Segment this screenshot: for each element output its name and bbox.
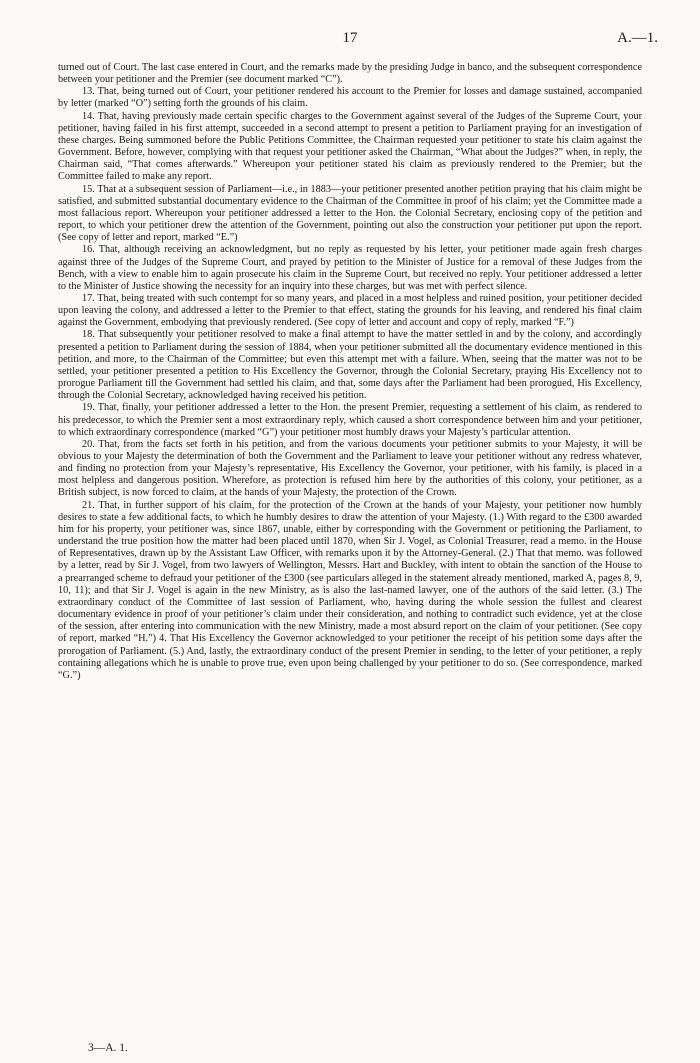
petition-body: [58, 62, 642, 682]
page-number: 17: [342, 30, 358, 46]
paragraph-18: 18. That subsequently your petitioner resolved to make a final attempt to have the matter settled in and by the colony, and accordingly presented a petition to Parliament during the session of 1884, when your petitioner submitted all the documentary evidence mentioned in this petition, and more, to the Chairman of the Committee; but even this attempt met with a failure. When, seeing that the matter was not to be settled, your petitioner presented a petition to His Excellency the Governor, through the Colonial Secretary, praying His Excellency not to prorogue Parliament till the Government had settled his claim, and that, some days after the Parliament had been prorogued, His Excellency, through the Colonial Secretary, acknowledged having received his petition.: [58, 329, 642, 402]
paragraph-14: 14. That, having previously made certain specific charges to the Government against several of the Judges of the Supreme Court, your petitioner, having failed in his first attempt, succeeded in a second attempt to present a petition to Parliament praying for an investigation of these charges. Being summoned before the Public Petitions Committee, the Chairman requested your petitioner to state his claim against the Government. Before, however, complying with that request your petitioner asked the Chairman, “What about the Judges?” when, in reply, the Chairman said, “That comes afterwards.” Whereupon your petitioner stated his claim as previously rendered to the Premier; but the Committee failed to make any report.: [58, 110, 642, 183]
paragraph-13: 13. That, being turned out of Court, your petitioner rendered his account to the Premier for losses and damage sustained, accompanied by letter (marked “O”) setting forth the grounds of his claim.: [58, 86, 642, 110]
paragraph-15: 15. That at a subsequent session of Parliament—i.e., in 1883—your petitioner presented another petition praying that his claim might be satisfied, and submitted substantial documentary evidence to the Chairman of the Committee in proof of his claim; yet the Committee made a most fallacious report. Whereupon your petitioner addressed a letter to the Hon. the Colonial Secretary, enclosing copy of the petition and report, to which your petitioner drew the attention of the Government, pointing out also the construction your petitioner put upon the report. (See copy of letter and report, marked “E.”): [58, 183, 642, 244]
paragraph-20: 20. That, from the facts set forth in his petition, and from the various documents your petitioner submits to your Majesty, it will be obvious to your Majesty the determination of both the Government and the Parliament to leave your petitioner without any redress whatever, and finding no protection from your Majesty’s representative, His Excellency the Governor, your petitioner, with his family, is placed in a most helpless and dangerous position. Wherefore, as protection is refused him here by the authorities of this colony, your petitioner, as a British subject, is now forced to claim, at the hands of your Majesty, the protection of the Crown.: [58, 438, 642, 499]
document-reference: A.—1.: [617, 30, 658, 46]
paragraph-17: 17. That, being treated with such contempt for so many years, and placed in a most helpless and ruined position, your petitioner decided upon leaving the colony, and addressed a letter to the Premier to that effect, stating the grounds for his leaving, and rendered his final claim against the Government, embodying that previously rendered. (See copy of letter and account and copy of reply, marked “F.”): [58, 292, 642, 329]
paragraph-21: 21. That, in further support of his claim, for the protection of the Crown at the hands of your Majesty, your petitioner now humbly desires to state a few additional facts, to which he humbly desires to draw the attention of your Majesty. (1.) With regard to the £300 awarded him for his property, your petitioner was, since 1867, unable, either by corresponding with the Government or petitioning the Parliament, to understand the true position how the matter had been placed until 1870, when Sir J. Vogel, as Colonial Treasurer, read a memo. in the House of Representatives, drawn up by the Assistant Law Officer, with remarks upon it by the Attorney-General. (2.) That that memo. was followed by a letter, read by Sir J. Vogel, from two lawyers of Wellington, Messrs. Hart and Buckley, with intent to obtain the sanction of the House to a prearranged scheme to defraud your petitioner of the £300 (see particulars alleged in the statement already mentioned, marked A, pages 8, 9, 10, 11); and that Sir J. Vogel is again in the new Ministry, as is also the last-named lawyer, one of the authors of the said letter. (3.) The extraordinary conduct of the Committee of last session of Parliament, who, having during the whole session the fullest and clearest documentary evidence in proof of your petitioner’s claim under their consideration, and nothing to contradict such evidence, yet at the close of the session, after entering into communication with the new Ministry, made a most absurd report on the claim of your petitioner. (See copy of report, marked “H.”) 4. That His Excellency the Governor acknowledged to your petitioner the receipt of his petition some days after the prorogation of Parliament. (5.) And, lastly, the extraordinary conduct of the present Premier in sending, to the letter of your petitioner, a reply containing allegations which he is unable to prove true, even upon being challenged by your petitioner to do so. (See correspondence, marked “G.”): [58, 499, 642, 681]
paragraph-12-continued: turned out of Court. The last case entered in Court, and the remarks made by the presiding Judge in banco, and the subsequent correspondence between your petitioner and the Premier (see document marked “C”).: [58, 62, 642, 86]
paragraph-16: 16. That, although receiving an acknowledgment, but no reply as requested by his letter, your petitioner made again fresh charges against three of the Judges of the Supreme Court, and prayed by petition to the Minister of Justice for a removal of these Judges from the Bench, with a view to enable him to again prosecute his claim in the Supreme Court, but received no reply. Your petitioner addressed a letter to the Minister of Justice showing the necessity for an inquiry into these charges, but was met with perfect silence.: [58, 244, 642, 292]
paragraph-19: 19. That, finally, your petitioner addressed a letter to the Hon. the present Premier, requesting a settlement of his claim, as rendered to his predecessor, to which the Premier sent a most extraordinary reply, which caused a short correspondence between him and your petitioner, to which extraordinary correspondence (marked “G”) your petitioner most humbly draws your Majesty’s particular attention.: [58, 402, 642, 438]
signature-mark: 3—A. 1.: [88, 1042, 128, 1054]
